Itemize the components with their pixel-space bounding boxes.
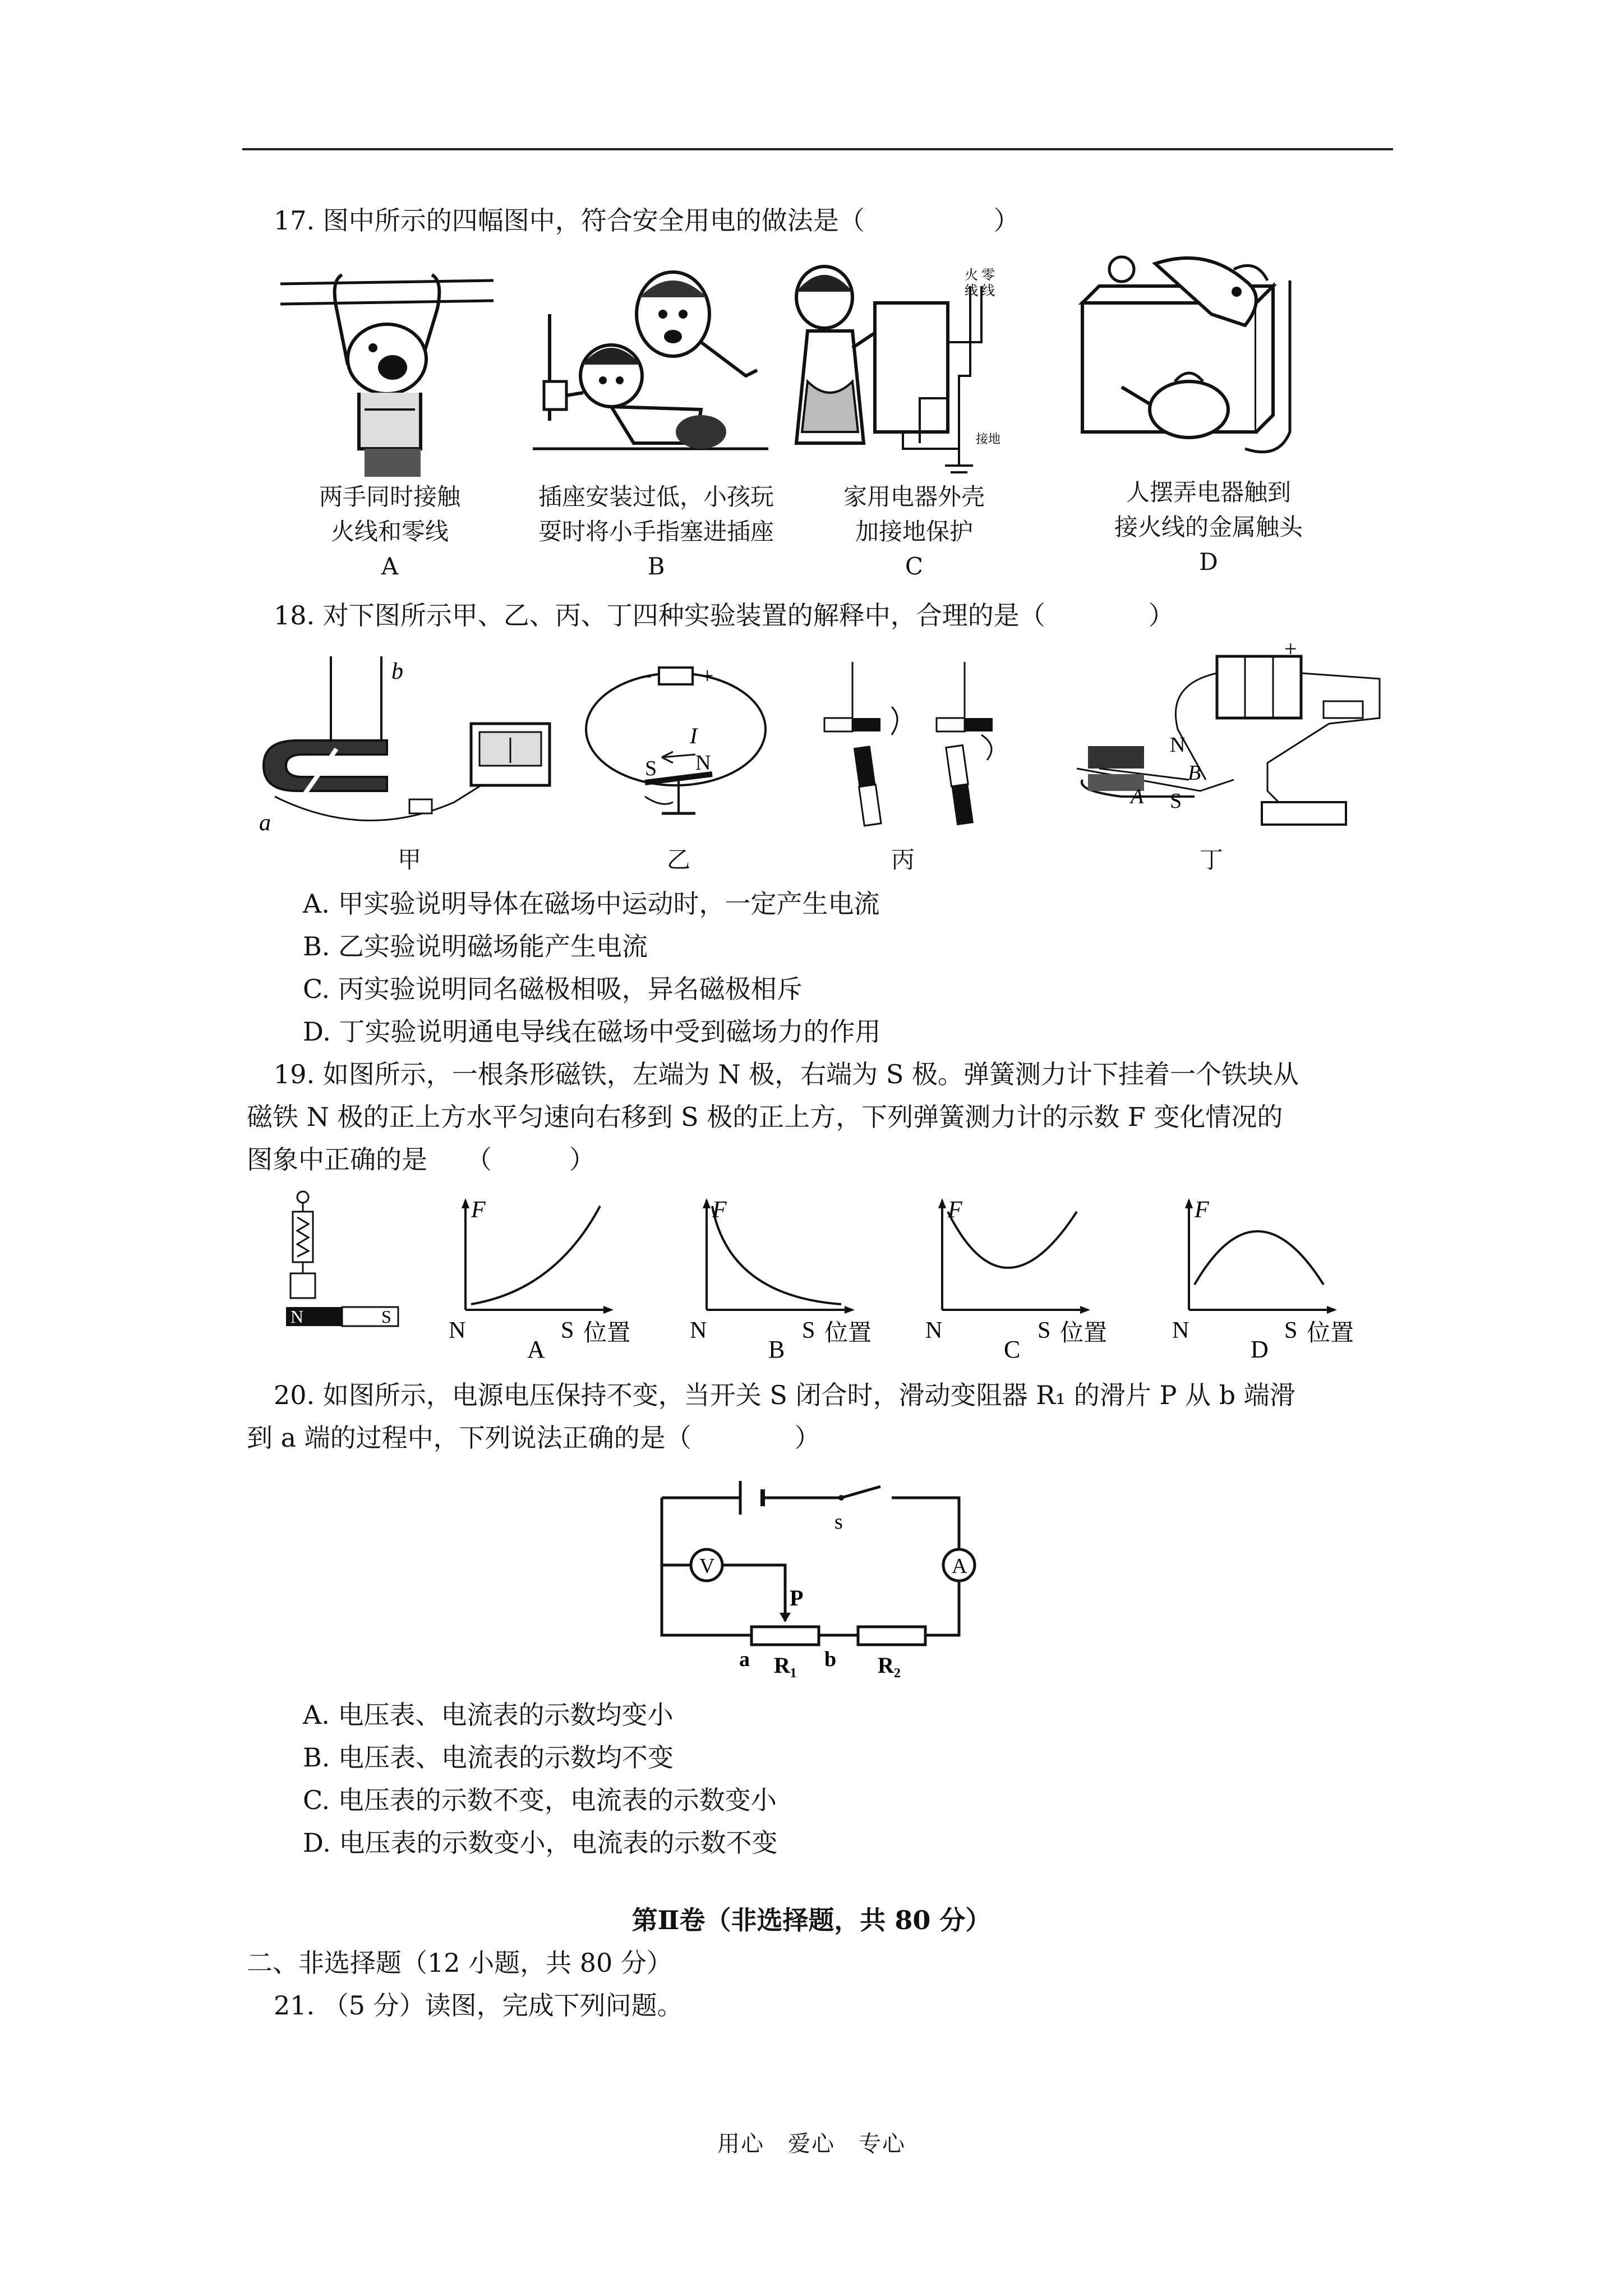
q19-graph-d-x0: N <box>1172 1318 1189 1343</box>
q17-d-caption-2: 接火线的金属触头 <box>1114 513 1303 541</box>
q17-b-letter: B <box>647 553 665 580</box>
q19-graph-c-letter: C <box>1004 1336 1021 1363</box>
q17-c-caption-2: 加接地保护 <box>855 518 973 545</box>
q20-slider-p: P <box>790 1585 804 1611</box>
q18-option-c: C. 丙实验说明同名磁极相吸，异名磁极相斥 <box>303 974 803 1004</box>
q18-ding-s: S <box>1170 789 1182 813</box>
q19-graph-b-letter: B <box>768 1336 785 1363</box>
q20-switch-s: s <box>834 1510 843 1534</box>
q19-graph-b <box>684 1189 872 1363</box>
q19-graph-b-curve <box>712 1206 841 1304</box>
q17-d-letter: D <box>1199 548 1218 576</box>
q19-stem-2: 磁铁 N 极的正上方水平匀速向右移到 S 极的正上方，下列弹簧测力计的示数 F 变化情况的 <box>247 1102 1283 1132</box>
q20-ammeter: A <box>952 1554 967 1578</box>
q19-graph-d-letter: D <box>1251 1336 1269 1363</box>
q19-graph-d-ylabel: F <box>1195 1197 1209 1223</box>
q18-jia-label-b: b <box>391 659 403 684</box>
q18-fig-jia: 甲 <box>397 846 421 873</box>
q19-graph-c <box>920 1189 1108 1363</box>
q17-a-letter: A <box>381 553 399 580</box>
q18-yi-minus: − <box>639 664 652 689</box>
q18-bing-illustration <box>813 662 1004 830</box>
q19-graph-a-x1: S <box>561 1318 574 1343</box>
q20-option-d: D. 电压表的示数变小，电流表的示数不变 <box>303 1828 778 1858</box>
q18-option-b: B. 乙实验说明磁场能产生电流 <box>303 931 648 961</box>
q17-stem: 17. 图中所示的四幅图中，符合安全用电的做法是（ ） <box>274 205 1020 236</box>
q18-ding-a: A <box>1131 785 1144 808</box>
q17-a-caption-1: 两手同时接触 <box>319 483 460 510</box>
q19-graph-d-x1: S <box>1284 1318 1298 1343</box>
q20-circuit-diagram <box>656 1475 981 1688</box>
q18-ding-n: N <box>1170 733 1186 757</box>
q19-graph-c-curve <box>948 1212 1077 1268</box>
q19-graph-a-curve <box>471 1206 600 1304</box>
q17-a-caption-2: 火线和零线 <box>330 518 449 545</box>
q18-yi-n: N <box>695 751 711 775</box>
q19-graph-a <box>443 1189 631 1363</box>
q17-b-caption-1: 插座安装过低，小孩玩 <box>538 483 774 510</box>
q19-spring-magnet-illustration <box>280 1189 404 1329</box>
q19-stem-3: 图象中正确的是 （ ） <box>247 1144 595 1175</box>
q20-option-b: B. 电压表、电流表的示数均不变 <box>303 1742 674 1773</box>
q18-stem: 18. 对下图所示甲、乙、丙、丁四种实验装置的解释中，合理的是（ ） <box>274 600 1174 631</box>
q18-ding-illustration <box>1066 636 1402 841</box>
q18-yi-illustration <box>583 662 774 830</box>
q19-graph-c-xlabel: 位置 <box>1060 1320 1108 1346</box>
q18-jia-illustration <box>252 656 566 841</box>
q17-c-wire-label: 火 零 <box>965 268 995 283</box>
q18-jia-label-a: a <box>259 810 271 836</box>
q18-ding-plus: + <box>1284 636 1297 661</box>
q19-graph-b-xlabel: 位置 <box>824 1320 872 1346</box>
q20-stem-1: 20. 如图所示，电源电压保持不变，当开关 S 闭合时，滑动变阻器 R₁ 的滑片 P 从 b 端滑 <box>274 1380 1295 1410</box>
q17-panel-b-illustration <box>533 264 768 477</box>
q19-graph-d-curve <box>1195 1231 1324 1285</box>
q20-r1: R₁ <box>774 1653 797 1678</box>
q20-r2: R₂ <box>878 1653 901 1678</box>
q19-graph-d <box>1166 1189 1354 1363</box>
q20-voltmeter: V <box>699 1554 715 1578</box>
section2-title: 第Ⅱ卷（非选择题，共 80 分） <box>631 1905 992 1935</box>
q19-graph-d-xlabel: 位置 <box>1307 1320 1354 1346</box>
header-rule <box>242 148 1393 150</box>
q18-yi-current: I <box>690 723 698 748</box>
q20-stem-2: 到 a 端的过程中，下列说法正确的是（ ） <box>247 1423 820 1453</box>
q18-yi-plus: + <box>701 663 714 688</box>
section2-heading: 二、非选择题（12 小题，共 80 分） <box>247 1948 672 1978</box>
q17-c-ground-label: 接地 <box>976 432 1001 446</box>
q17-b-caption-2: 耍时将小手指塞进插座 <box>538 518 774 545</box>
q19-stem-1: 19. 如图所示，一根条形磁铁，左端为 N 极，右端为 S 极。弹簧测力计下挂着一个铁块从 <box>274 1059 1299 1089</box>
q17-panel-d-illustration <box>1077 247 1346 471</box>
q18-option-d: D. 丁实验说明通电导线在磁场中受到磁场力的作用 <box>303 1016 881 1047</box>
q17-panel-a-illustration <box>280 264 494 477</box>
q21-stem: 21. （5 分）读图，完成下列问题。 <box>274 1990 683 2021</box>
q20-end-b: b <box>824 1648 837 1671</box>
q17-c-wire-sublabel: 线 线 <box>965 284 995 298</box>
q18-yi-s: S <box>645 757 657 780</box>
q19-graph-a-ylabel: F <box>471 1197 486 1223</box>
q19-graph-a-x0: N <box>449 1318 466 1343</box>
q17-c-letter: C <box>905 553 924 580</box>
q18-option-a: A. 甲实验说明导体在磁场中运动时，一定产生电流 <box>303 889 880 919</box>
q18-fig-bing: 丙 <box>891 846 915 873</box>
q19-graph-a-xlabel: 位置 <box>583 1320 631 1346</box>
q19-graph-b-ylabel: F <box>712 1197 727 1223</box>
q19-graph-c-x1: S <box>1038 1318 1051 1343</box>
q19-magnet-n: N <box>291 1306 304 1327</box>
q19-graph-c-ylabel: F <box>948 1197 962 1223</box>
q20-option-a: A. 电压表、电流表的示数均变小 <box>303 1700 674 1730</box>
q17-d-caption-1: 人摆弄电器触到 <box>1126 478 1291 506</box>
q19-graph-b-x1: S <box>802 1318 815 1343</box>
q17-c-caption-1: 家用电器外壳 <box>843 483 985 510</box>
footer: 用心 爱心 专心 <box>717 2131 906 2157</box>
q19-graph-b-x0: N <box>690 1318 707 1343</box>
q18-ding-b: B <box>1188 761 1201 785</box>
q18-fig-yi: 乙 <box>666 846 690 873</box>
q19-graph-c-x0: N <box>925 1318 943 1343</box>
q20-end-a: a <box>739 1648 750 1671</box>
q19-graph-a-letter: A <box>527 1336 545 1363</box>
q19-magnet-s: S <box>381 1306 391 1327</box>
q18-fig-ding: 丁 <box>1199 846 1223 873</box>
q20-option-c: C. 电压表的示数不变，电流表的示数变小 <box>303 1785 777 1815</box>
q17-panel-c-illustration <box>774 264 1009 477</box>
